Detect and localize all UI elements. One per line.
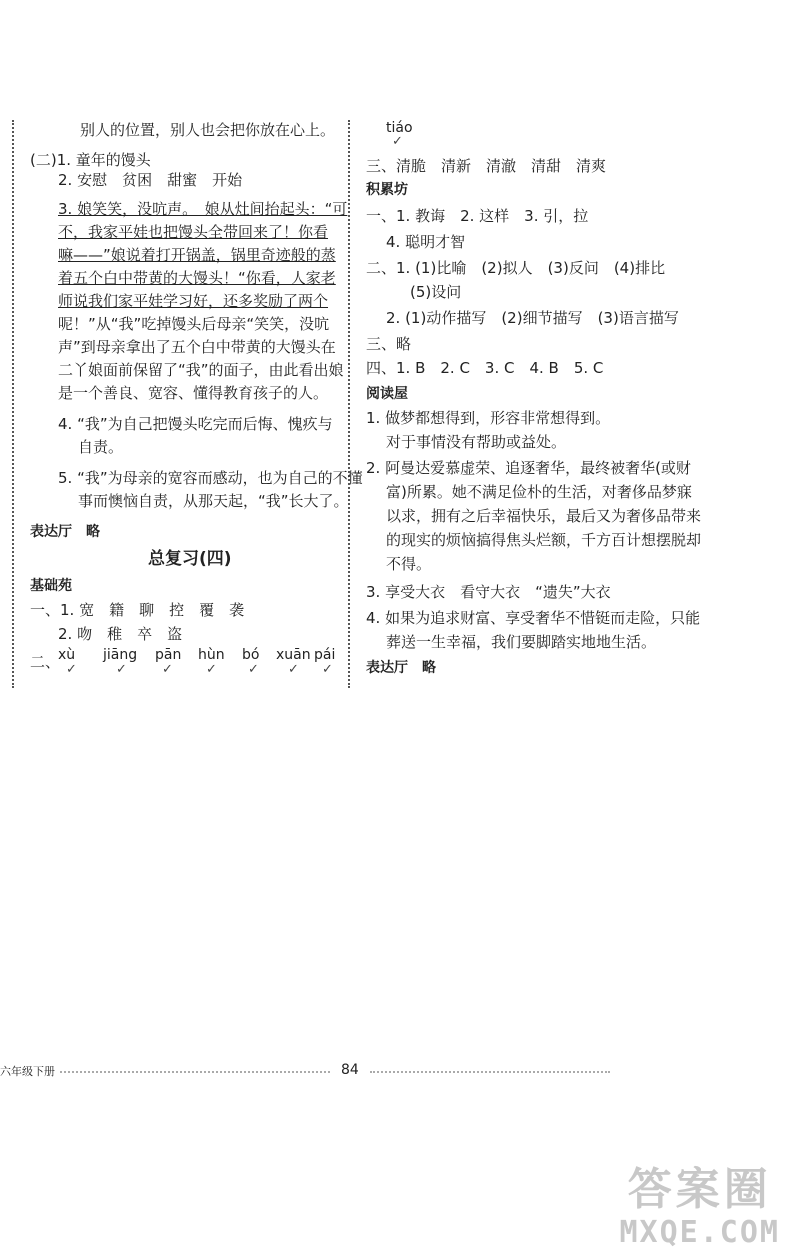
left-line-6: 着五个白中带黄的大馒头！“你看，人家老: [58, 269, 336, 287]
right-line-10: 1. 做梦都想得到，形容非常想得到。: [366, 409, 611, 427]
check-icon: ✓: [322, 662, 333, 677]
left-line-12: 4. “我”为自己把馒头吃完而后悔、愧疚与: [58, 415, 333, 433]
left-line-10: 二丫娘面前保留了“我”的面子，由此看出娘: [58, 361, 344, 379]
pinyin-5: xuān: [276, 647, 311, 663]
right-line-14: 以求，拥有之后幸福快乐，最后又为奢侈品带来: [386, 507, 702, 525]
item1-1: 一、1. 宽 籍 聊 控 覆 袭: [30, 601, 245, 619]
left-line-8: 呢！”从“我”吃掉馒头后母亲“笑笑，没吭: [58, 315, 330, 333]
item2-prefix: 二、: [30, 653, 61, 671]
pinyin-tiao: tiáo: [386, 120, 413, 136]
jilei-label: 积累坊: [366, 182, 408, 198]
pinyin-3: hùn: [198, 647, 225, 663]
left-line-5: 嘛——”娘说着打开锅盖，锅里奇迹般的蒸: [58, 246, 336, 264]
watermark-logo: [620, 1165, 781, 1251]
left-margin-rule: [12, 120, 14, 688]
check-icon: ✓: [206, 662, 217, 677]
pinyin-4: bó: [242, 647, 260, 663]
right-line-16: 不得。: [386, 555, 432, 573]
pinyin-1: jiāng: [103, 647, 138, 663]
left-line-3: 3. 娘笑笑，没吭声。 娘从灶间抬起头：“可: [58, 200, 348, 218]
right-line-15: 的现实的烦恼搞得焦头烂额，千方百计想摆脱却: [386, 531, 702, 549]
review-title: 总复习(四): [148, 549, 232, 569]
check-icon: ✓: [288, 662, 299, 677]
check-icon: ✓: [116, 662, 127, 677]
left-line-4: 不，我家平娃也把馒头全带回来了！你看: [58, 223, 329, 241]
check-icon: ✓: [392, 134, 403, 149]
jichu-label: 基础苑: [30, 578, 72, 594]
footer-dotted-rule-left: [60, 1071, 330, 1073]
yuedu-label: 阅读屋: [366, 386, 408, 402]
right-line-6: 2. (1)动作描写 (2)细节描写 (3)语言描写: [386, 309, 679, 327]
pinyin-2: pān: [155, 647, 182, 663]
right-line-0: 三、清脆 清新 清澈 清甜 清爽: [366, 157, 607, 175]
right-line-3: 4. 聪明才智: [386, 233, 466, 251]
watermark-title: 答案圈: [627, 1164, 772, 1215]
right-line-5: (5)设问: [410, 283, 462, 301]
pinyin-0: xù: [58, 647, 76, 663]
right-line-7: 三、略: [366, 335, 412, 353]
right-line-18: 4. 如果为追求财富、享受奢华不惜铤而走险，只能: [366, 609, 701, 627]
left-line-11: 是一个善良、宽容、懂得教育孩子的人。: [58, 384, 329, 402]
right-line-13: 富)所累。她不满足俭朴的生活，对奢侈品梦寐: [386, 483, 692, 501]
left-line-15: 事而懊恼自责，从那天起，“我”长大了。: [78, 492, 349, 510]
center-divider-rule: [348, 120, 350, 688]
left-line-9: 声”到母亲拿出了五个白中带黄的大馒头在: [58, 338, 336, 356]
right-line-4: 二、1. (1)比喻 (2)拟人 (3)反问 (4)排比: [366, 259, 666, 277]
page-number: 84: [341, 1062, 359, 1078]
left-line-7: 师说我们家平娃学习好，还多奖励了两个: [58, 292, 329, 310]
left-line-2: 2. 安慰 贫困 甜蜜 开始: [58, 171, 243, 189]
right-biaodating: 表达厅 略: [366, 660, 436, 676]
right-line-8: 四、1. B 2. C 3. C 4. B 5. C: [366, 359, 604, 377]
pinyin-6: pái: [314, 647, 336, 663]
check-icon: ✓: [162, 662, 173, 677]
left-line-1: (二)1. 童年的馒头: [30, 151, 151, 169]
left-line-14: 5. “我”为母亲的宽容而感动，也为自己的不懂: [58, 469, 363, 487]
right-line-2: 一、1. 教诲 2. 这样 3. 引，拉: [366, 207, 589, 225]
left-line-13: 自责。: [78, 438, 124, 456]
right-line-17: 3. 享受大衣 看守大衣 “遗失”大衣: [366, 583, 611, 601]
item1-2: 2. 吻 稚 卒 盗: [58, 625, 183, 643]
right-line-12: 2. 阿曼达爱慕虚荣、追逐奢华，最终被奢华(或财: [366, 459, 691, 477]
right-line-19: 葬送一生幸福，我们要脚踏实地地生活。: [386, 633, 657, 651]
check-icon: ✓: [248, 662, 259, 677]
left-line-0: 别人的位置，别人也会把你放在心上。: [80, 121, 336, 139]
left-biaodating: 表达厅 略: [30, 524, 100, 540]
watermark-url: MXQE.COM: [619, 1215, 780, 1250]
right-line-11: 对于事情没有帮助或益处。: [386, 433, 567, 451]
footer-dotted-rule-right: [370, 1071, 610, 1073]
grade-label: 六年级下册: [0, 1065, 55, 1078]
check-icon: ✓: [66, 662, 77, 677]
